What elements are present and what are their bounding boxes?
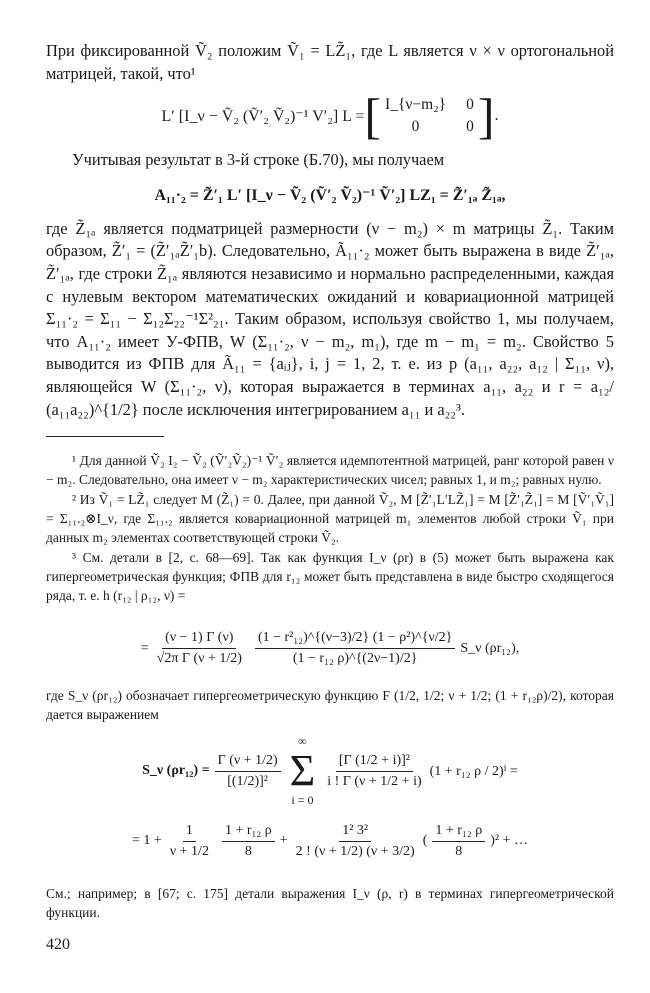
fraction-powers xyxy=(255,630,455,667)
summation-sign xyxy=(290,734,316,808)
formula-1-lhs: L′ [I_ν − Ṽ₂ (Ṽ′₂ Ṽ₂)⁻¹ V′₂] L = xyxy=(161,108,365,126)
formula-5-start: = 1 + xyxy=(132,833,162,849)
formula-4-tail: (1 + r₁₂ ρ / 2)ⁱ = xyxy=(429,763,518,779)
right-bracket: ] xyxy=(477,88,495,145)
formula-4-lhs: S_ν (ρr₁₂) = xyxy=(142,763,210,779)
footnote-4: См.; например; в [67; с. 175] детали выражения I_ν (ρ, r) в терминах гипергеометрической функции. xyxy=(46,886,614,921)
fraction-denominator: ν + 1/2 xyxy=(169,843,209,859)
paragraph-3: где Z̃₁ₐ является подматрицей размерности (ν − m₂) × m матрицы Z̃₁. Таким образом, Z̃′₁ = (Z̃′₁ₐZ̃′₁b). Следовательно, Ã₁₁·₂ может быть выражена в виде Z̃′₁ₐ, Z̃′₁ₐ, где строки Z̃₁ₐ являются независимо и нормально распределенными, каждая с нулевым вектором математических ожиданий и ковариационной матрицей Σ₁₁·₂ = Σ₁₁ − Σ₁₂Σ₂₂⁻¹Σ²₂₁. Таким образом, используя свойство 1, мы получаем, что A₁₁·₂ имеет У-ФПВ, W (Σ₁₁·₂, ν − m₂, m₁), где m − m₁ = m₂. Свойство 5 выводится из ФПВ для Ã₁₁ = {aᵢⱼ}, i, j = 1, 2, т. е. из p (a₁₁, a₂₂, a₁₂ | Σ₁₁, ν), являющейся W (Σ₁₁·₂, ν), которая выражается в терминах a₁₁, a₂₂ и r = a₁₂/ (a₁₁a₂₂)^{1/2} после исключения интегрированием a₁₁ и a₂₂³. xyxy=(46,218,614,419)
formula-3-tail: S_ν (ρr₁₂), xyxy=(460,640,520,656)
formula-orthogonal-matrix xyxy=(46,87,614,145)
fraction-numerator: 1 xyxy=(183,823,196,842)
fraction-denominator: (1 − r₁₂ ρ)^{(2ν−1)/2} xyxy=(292,651,418,666)
fraction-denominator: [(1/2)]² xyxy=(227,773,268,789)
fraction-term-3 xyxy=(293,823,418,860)
paragraph-1: При фиксированной Ṽ₂ положим Ṽ₁ = LZ̃₁, где L является ν × ν ортогональной матрицей, такой, что¹ xyxy=(46,41,614,83)
matrix-cell-11: I_{ν−m₂} xyxy=(385,96,447,114)
footnote-divider xyxy=(46,436,164,437)
fraction-denominator: √2π Γ (ν + 1/2) xyxy=(156,651,242,666)
formula-5-plus: + xyxy=(279,833,288,849)
sum-lower-limit: i = 0 xyxy=(291,793,314,808)
fraction-numerator: Γ (ν + 1/2) xyxy=(215,753,281,772)
page-content xyxy=(46,40,614,923)
formula-1-end: . xyxy=(494,107,499,125)
fraction-numerator: [Γ (1/2 + i)]² xyxy=(336,753,413,772)
matrix-cell-12: 0 xyxy=(466,96,474,114)
matrix-cell-22: 0 xyxy=(466,118,474,136)
fraction-term-2 xyxy=(222,823,275,860)
footnote-2: ² Из Ṽ₁ = LZ̃₁ следует M (Z̃₁) = 0. Далее, при данной Ṽ₂, M [Z̃′₁L′LZ̃₁] = M [Z̃′₁Z̃₁] = M [Ṽ′₁Ṽ₁] = Σ₁₁.₂⊗I_ν, где Σ₁₁.₂ является ковариационной матрицей m₁ элементов любой строки Ṽ₁ при данных m₂ элементах соответствующей строки Ṽ₂. xyxy=(46,491,614,546)
fraction-series-term xyxy=(324,753,424,790)
formula-a11-2: A₁₁·₂ = Z̃′₁ L′ [I_ν − Ṽ₂ (Ṽ′₂ Ṽ₂)⁻¹ Ṽ′₂] LZ₁ = Z̃′₁ₐ Z̃₁ₐ, xyxy=(154,186,506,204)
fraction-term-1 xyxy=(167,823,212,860)
fraction-denominator: 2 ! (ν + 1/2) (ν + 3/2) xyxy=(295,843,415,859)
footnote-3: ³ См. детали в [2, с. 68—69]. Так как функция I_ν (ρr) в (5) может быть выражена как гипергеометрическая функция; ФПВ для r₁₂ может быть представлена в виде быстро сходящегося ряда, т. е. h (r₁₂ | ρ₁₂, ν) = xyxy=(46,549,614,604)
fraction-numerator: 1 + r₁₂ ρ xyxy=(432,823,485,842)
paragraph-2: Учитывая результат в 3-й строке (Б.70), мы получаем xyxy=(72,150,445,170)
open-paren: ( xyxy=(422,833,428,849)
fraction-denominator: 8 xyxy=(244,843,252,859)
block-matrix xyxy=(364,88,495,145)
fraction-denominator: 8 xyxy=(455,843,463,859)
matrix-cell-21: 0 xyxy=(411,118,420,136)
formula-hypergeometric-series xyxy=(46,736,614,806)
formula-series-expansion xyxy=(46,808,614,874)
formula-3-eq: = xyxy=(140,640,149,656)
paragraph-4: где S_ν (ρr₁₂) обозначает гипергеометрическую функцию F (1/2, 1/2; ν + 1/2; (1 + r₁₂ρ)/2), которая дается выражением xyxy=(46,687,614,722)
sigma-symbol: Σ xyxy=(289,746,316,796)
formula-density-r12 xyxy=(46,620,614,678)
fraction-gamma-ratio xyxy=(215,753,281,790)
fraction-term-4 xyxy=(432,823,485,860)
fraction-numerator: 1 + r₁₂ ρ xyxy=(222,823,275,842)
fraction-numerator: 1² 3² xyxy=(339,823,371,842)
fraction-numerator: (ν − 1) Γ (ν) xyxy=(162,630,236,649)
footnote-1: ¹ Для данной Ṽ₂ I₂ − Ṽ₂ (Ṽ′₂Ṽ₂)⁻¹ Ṽ′₂ является идемпотентной матрицей, ранг которой равен ν − m₂. Следовательно, она имеет ν − m₂ характеристических чисел; равных 1, и m₂; равных нулю. xyxy=(46,453,614,488)
left-bracket: [ xyxy=(364,88,382,145)
fraction-denominator: i ! Γ (ν + 1/2 + i) xyxy=(327,773,422,789)
sum-upper-limit: ∞ xyxy=(298,734,307,749)
fraction-numerator: (1 − r²₁₂)^{(ν−3)/2} (1 − ρ²)^{ν/2} xyxy=(255,630,455,649)
matrix-cells xyxy=(381,96,478,136)
fraction-gamma xyxy=(154,630,245,667)
page-number: 420 xyxy=(46,936,70,953)
formula-5-tail: )² + … xyxy=(490,833,528,849)
